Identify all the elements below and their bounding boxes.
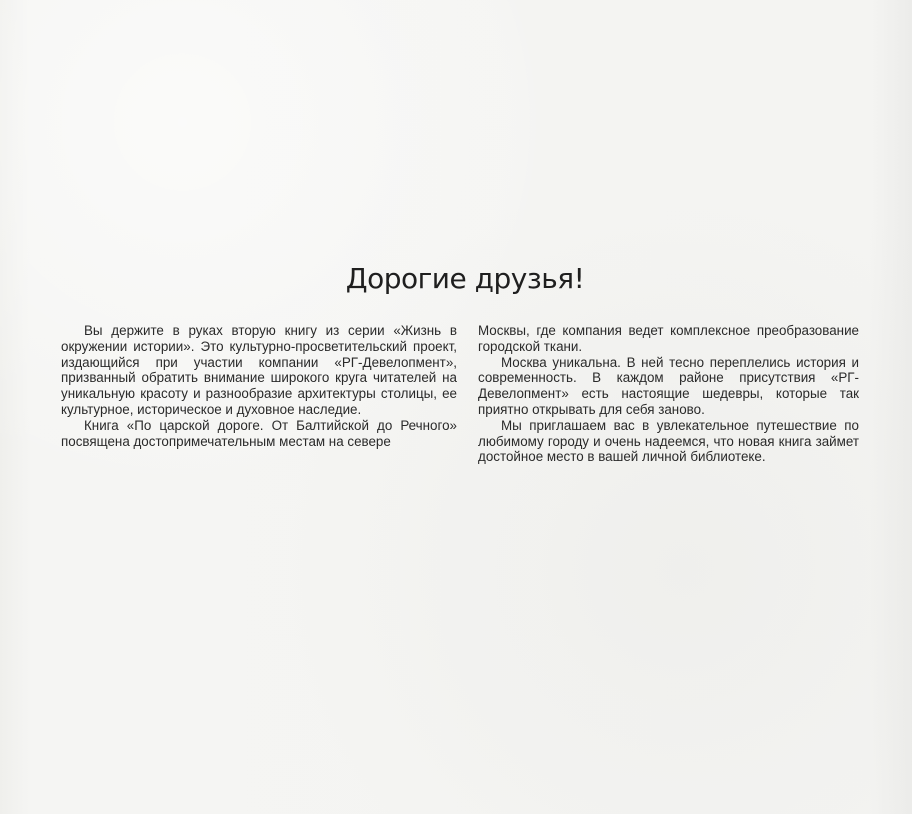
text-column-left bbox=[61, 323, 457, 449]
text-column-right bbox=[478, 323, 859, 465]
paragraph-invitation: Мы приглашаем вас в увлекательное путешествие по любимому городу и очень надеемся, что новая книга займет достойное место в вашей личной библиотеке. bbox=[478, 417, 859, 465]
paragraph-intro: Вы держите в руках вторую книгу из серии «Жизнь в окружении истории». Это культурно-просветительский проект, издающийся при участии компании «РГ-Девелопмент», призванный обратить внимание широкого круга читателей на уникальную красоту и разнообразие архитектуры столицы, ее культурное, историческое и духовное наследие. bbox=[61, 323, 457, 417]
paragraph-continuation: Москвы, где компания ведет комплексное преобразование городской ткани. bbox=[478, 323, 859, 354]
page-title: Дорогие друзья! bbox=[345, 262, 585, 295]
paragraph-moscow-unique: Москва уникальна. В ней тесно переплелись история и современность. В каждом районе присутствия «РГ-Девелопмент» есть настоящие шедевры, которые так приятно открывать для себя заново. bbox=[478, 354, 859, 417]
paragraph-book-description: Книга «По царской дороге. От Балтийской до Речного» посвящена достопримечательным местам на севере bbox=[61, 417, 457, 449]
